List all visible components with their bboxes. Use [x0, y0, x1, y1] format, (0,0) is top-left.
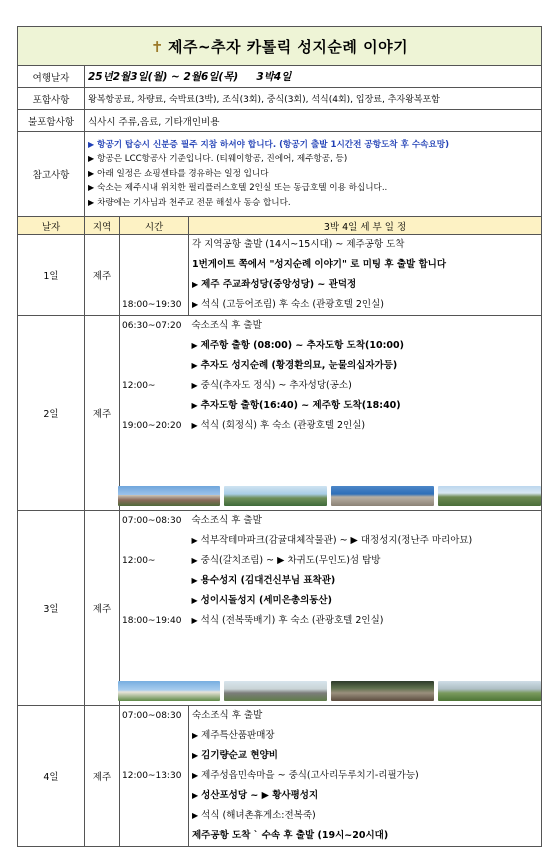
schedule-item: ▶ 석식 (해녀촌휴게소:전복죽) — [192, 810, 316, 821]
stone-arch-photo — [438, 486, 541, 506]
statue-photo — [224, 486, 327, 506]
time-slot — [122, 591, 187, 611]
schedule-item: ▶ 추자도 성지순례 (황경환의묘, 눈물의십자가등) — [191, 360, 398, 371]
time-slot — [122, 356, 187, 376]
schedule-column — [189, 235, 542, 316]
time-column — [120, 706, 189, 847]
note-item: ▶ 항공기 탑승시 신분증 필주 지참 하셔야 합니다. (항공기 출발 1시간전 공항도착 후 수속요망) — [88, 139, 450, 150]
time-slot — [122, 396, 187, 416]
day-row — [18, 706, 542, 847]
day-row — [18, 511, 542, 706]
header-day: 날자 — [18, 217, 85, 235]
arrow-bullet-icon: ▶ — [191, 576, 198, 585]
arrow-bullet-icon: ▶ — [191, 596, 198, 605]
chapel-photo — [118, 681, 221, 701]
tomb-photo — [331, 681, 434, 701]
note-item: ▶ 숙소는 제주시내 위치한 펄리플러스호텔 2인실 또는 동급호텔 이용 하십니다.. — [88, 183, 388, 194]
arrow-bullet-icon: ▶ — [191, 421, 198, 430]
schedule-item: 제주공항 도착 ` 수속 후 출발 (19시~20시대) — [192, 830, 389, 841]
time-slot: 12:00~ — [122, 556, 156, 566]
schedule-item: ▶ 석식 (고등어조림) 후 숙소 (관광호텔 2인실) — [192, 299, 384, 310]
schedule-item: ▶ 석식 (전복뚝배기) 후 숙소 (관광호텔 2인실) — [191, 615, 384, 626]
photo-strip — [118, 677, 542, 705]
day-region: 제주 — [85, 316, 120, 511]
day-number: 1일 — [18, 235, 85, 316]
schedule-item: ▶ 제주항 출항 (08:00) ~ 추자도항 도착(10:00) — [191, 340, 404, 351]
schedule-item: ▶ 제주 주교좌성당(중앙성당) ~ 관덕정 — [192, 279, 357, 290]
photo-strip — [118, 482, 542, 510]
arrow-bullet-icon: ▶ — [192, 751, 199, 760]
schedule-column — [189, 316, 542, 511]
page-title — [18, 27, 542, 66]
schedule-item: ▶ 석부작테마파크(감귤대체작물관) ~ ▶ 대정성지(정난주 마리아묘) — [191, 535, 473, 546]
notes-label: 참고사항 — [18, 132, 85, 217]
title-text: 제주~추자 카톨릭 성지순례 이야기 — [167, 37, 409, 56]
memorial-stone-photo — [224, 681, 327, 701]
time-slot — [122, 255, 186, 275]
time-slot: 06:30~07:20 — [122, 321, 182, 331]
schedule-item: ▶ 추자도항 출항(16:40) ~ 제주항 도착(18:40) — [191, 400, 401, 411]
schedule-item: 숙소조식 후 출발 — [191, 515, 262, 526]
header-time: 시간 — [120, 217, 189, 235]
arrow-bullet-icon: ▶ — [191, 341, 198, 350]
arrow-bullet-icon: ▶ — [192, 771, 199, 780]
schedule-item: ▶ 성산포성당 ~ ▶ 황사평성지 — [192, 790, 319, 801]
included-value: 왕복항공료, 차량료, 숙박료(3박), 조식(3회), 중식(3회), 석식(4회), 입장료, 추자왕복포함 — [85, 88, 542, 110]
schedule-column — [189, 706, 542, 847]
time-slot — [122, 746, 186, 766]
day-region: 제주 — [85, 511, 120, 706]
schedule-item: ▶ 제주성읍민속마을 ~ 중식(고사리두루치기-리필가능) — [192, 770, 419, 781]
arrow-bullet-icon: ▶ — [191, 361, 198, 370]
note-item: ▶ 항공은 LCC항공사 기준입니다. (티웨이항공, 진에어, 제주항공, 등) — [88, 154, 348, 165]
schedule-item: 1번게이트 쪽에서 "성지순례 이야기" 로 미팅 후 출발 합니다 — [192, 259, 447, 270]
period-label: 여행날자 — [18, 66, 85, 88]
cross-rock-photo — [331, 486, 434, 506]
arrow-bullet-icon: ▶ — [192, 280, 199, 289]
time-slot — [122, 726, 186, 746]
schedule-item: 숙소조식 후 출발 — [191, 320, 262, 331]
arrow-bullet-icon: ▶ — [192, 300, 199, 309]
schedule-item: ▶ 중식(추자도 정식) ~ 추자성당(공소) — [191, 380, 352, 391]
arrow-bullet-icon: ▶ — [191, 616, 198, 625]
day-number: 3일 — [18, 511, 85, 706]
schedule-item: ▶ 제주특산품판매장 — [192, 730, 275, 741]
time-slot — [122, 275, 186, 295]
time-slot: 19:00~20:20 — [122, 421, 182, 431]
note-item: ▶ 차량에는 기사님과 천주교 전문 해설사 동승 합니다. — [88, 197, 291, 208]
note-item: ▶ 아래 일정은 쇼핑센타를 경유하는 일정 입니다 — [88, 168, 269, 179]
schedule-item: 숙소조식 후 출발 — [192, 710, 263, 721]
header-region: 지역 — [85, 217, 120, 235]
day-number: 2일 — [18, 316, 85, 511]
day-region: 제주 — [85, 235, 120, 316]
cross-icon: ✝ — [150, 37, 164, 56]
time-slot — [122, 571, 187, 591]
schedule-item: ▶ 중식(갈치조림) ~ ▶ 차귀도(무인도)섬 탐방 — [191, 555, 381, 566]
time-slot — [122, 806, 186, 826]
time-slot: 18:00~19:40 — [122, 616, 182, 626]
time-slot: 12:00~ — [122, 381, 156, 391]
arrow-bullet-icon: ▶ — [191, 556, 198, 565]
day-region: 제주 — [85, 706, 120, 847]
time-column — [120, 235, 189, 316]
garden-photo — [438, 681, 541, 701]
arrow-bullet-icon: ▶ — [192, 811, 199, 820]
day-number: 4일 — [18, 706, 85, 847]
time-slot: 07:00~08:30 — [122, 516, 182, 526]
schedule-item: ▶ 김기량순교 현양비 — [192, 750, 278, 761]
schedule-item: ▶ 용수성지 (김대건신부님 표착관) — [191, 575, 336, 586]
itinerary-table — [17, 26, 542, 847]
day-row — [18, 316, 542, 511]
schedule-item: ▶ 석식 (회정식) 후 숙소 (관광호텔 2인실) — [191, 420, 366, 431]
time-slot — [122, 826, 186, 846]
arrow-bullet-icon: ▶ — [191, 401, 198, 410]
arrow-bullet-icon: ▶ — [191, 381, 198, 390]
time-slot: 18:00~19:30 — [122, 300, 182, 310]
excluded-label: 불포함사항 — [18, 110, 85, 132]
time-slot — [122, 786, 186, 806]
arrow-bullet-icon: ▶ — [191, 536, 198, 545]
schedule-item: ▶ 성이시돌성지 (세미은총의동산) — [191, 595, 332, 606]
time-slot — [122, 336, 187, 356]
time-slot: 12:00~13:30 — [122, 771, 182, 781]
time-slot — [122, 531, 187, 551]
excluded-value: 식사시 주류,음료, 기타개인비용 — [85, 110, 542, 132]
time-slot: 07:00~08:30 — [122, 711, 182, 721]
period-value: 25년2월3일(월) ~ 2월6일(목) 3박4일 — [85, 66, 542, 88]
day-row — [18, 235, 542, 316]
arrow-bullet-icon: ▶ — [192, 791, 199, 800]
header-schedule: 3박 4일 세 부 일 정 — [189, 217, 542, 235]
arrow-bullet-icon: ▶ — [192, 731, 199, 740]
included-label: 포함사항 — [18, 88, 85, 110]
time-slot — [122, 235, 186, 255]
schedule-item: 각 지역공항 출발 (14시~15시대) ~ 제주공항 도착 — [192, 239, 405, 250]
notes-list — [85, 132, 542, 217]
schedule-column — [189, 511, 542, 706]
church-photo — [118, 486, 221, 506]
